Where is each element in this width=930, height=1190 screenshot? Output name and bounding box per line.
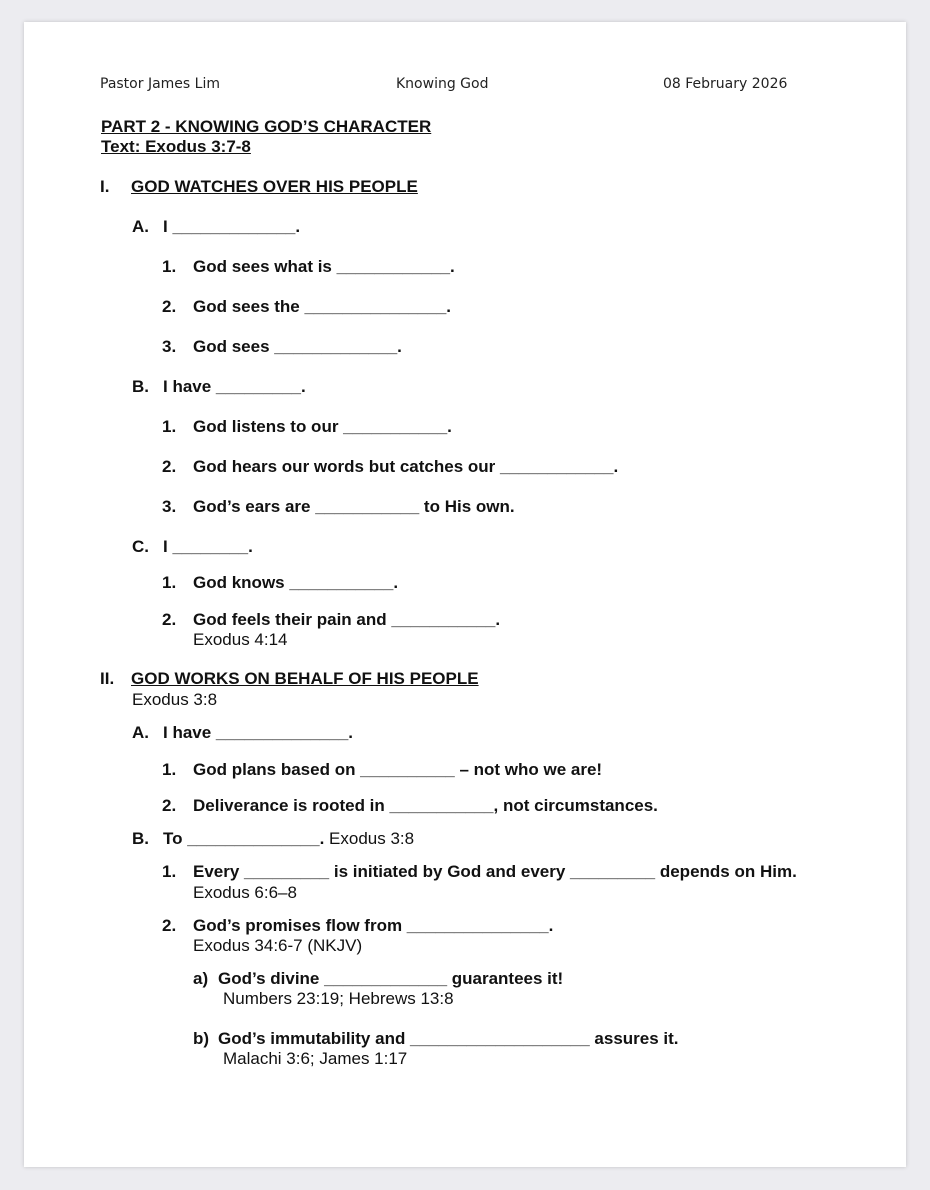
section-1-heading bbox=[100, 177, 418, 197]
outline-item bbox=[132, 217, 300, 237]
item-mark: 1. bbox=[162, 573, 177, 592]
scripture-reference: Exodus 34:6-7 (NKJV) bbox=[193, 936, 363, 955]
item-mark: 2. bbox=[162, 916, 177, 935]
item-mark: 1. bbox=[162, 257, 177, 276]
item-mark: B. bbox=[132, 829, 149, 848]
outline-item bbox=[132, 723, 353, 743]
item-mark: 1. bbox=[162, 417, 177, 436]
outline-item bbox=[162, 457, 618, 477]
section-2-number: II. bbox=[100, 669, 115, 688]
item-mark: 2. bbox=[162, 457, 177, 476]
scripture-reference: Exodus 3:8 bbox=[132, 690, 218, 709]
item-text: God’s immutability and ___________________ assures it. bbox=[218, 1029, 679, 1048]
item-mark: b) bbox=[193, 1029, 210, 1048]
item-mark: B. bbox=[132, 377, 149, 396]
item-mark: 3. bbox=[162, 497, 177, 516]
outline-item bbox=[162, 497, 515, 517]
item-text: God feels their pain and ___________. bbox=[193, 610, 501, 629]
item-text: Deliverance is rooted in ___________, not circumstances. bbox=[193, 796, 658, 815]
outline-item bbox=[162, 297, 451, 317]
scripture-reference: Exodus 4:14 bbox=[193, 630, 288, 649]
section-2-title: GOD WORKS ON BEHALF OF HIS PEOPLE bbox=[131, 669, 479, 688]
item-mark: 2. bbox=[162, 610, 177, 629]
item-text: I _____________. bbox=[163, 217, 301, 236]
item-text: To ______________. bbox=[163, 829, 325, 848]
item-mark: C. bbox=[132, 537, 149, 556]
text-reference: Text: Exodus 3:7-8 bbox=[101, 137, 251, 156]
item-mark: 1. bbox=[162, 760, 177, 779]
item-mark: 1. bbox=[162, 862, 177, 881]
part-title: PART 2 - KNOWING GOD’S CHARACTER bbox=[101, 117, 432, 136]
outline-item bbox=[162, 337, 402, 357]
scripture-reference: Exodus 6:6–8 bbox=[193, 883, 297, 902]
item-mark: 2. bbox=[162, 796, 177, 815]
item-text: God’s ears are ___________ to His own. bbox=[193, 497, 515, 516]
outline-item bbox=[132, 537, 253, 557]
outline-item bbox=[162, 257, 455, 277]
outline-item bbox=[132, 377, 306, 397]
item-mark: A. bbox=[132, 217, 149, 236]
outline-item bbox=[162, 417, 452, 437]
item-text: God’s divine _____________ guarantees it! bbox=[218, 969, 564, 988]
outline-item bbox=[132, 829, 414, 849]
item-text: God sees _____________. bbox=[193, 337, 402, 356]
item-text: God listens to our ___________. bbox=[193, 417, 452, 436]
outline-item bbox=[193, 1029, 679, 1049]
item-text: God knows ___________. bbox=[193, 573, 399, 592]
item-text: God hears our words but catches our ____________. bbox=[193, 457, 619, 476]
item-text: God’s promises flow from _______________. bbox=[193, 916, 554, 935]
header-series: Knowing God bbox=[396, 76, 489, 92]
outline-item bbox=[162, 862, 797, 882]
item-text: I have ______________. bbox=[163, 723, 354, 742]
outline-item bbox=[162, 610, 500, 630]
item-mark: a) bbox=[193, 969, 209, 988]
item-mark: 2. bbox=[162, 297, 177, 316]
item-text: God plans based on __________ – not who we are! bbox=[193, 760, 603, 779]
outline-item bbox=[162, 760, 602, 780]
section-2-heading bbox=[100, 669, 479, 689]
outline-item bbox=[162, 796, 658, 816]
scripture-reference: Malachi 3:6; James 1:17 bbox=[223, 1049, 408, 1068]
item-mark: A. bbox=[132, 723, 149, 742]
scripture-reference: Exodus 3:8 bbox=[324, 829, 415, 848]
item-text: I ________. bbox=[163, 537, 253, 556]
outline-item bbox=[193, 969, 563, 989]
section-1-title: GOD WATCHES OVER HIS PEOPLE bbox=[131, 177, 418, 196]
header-author: Pastor James Lim bbox=[100, 76, 220, 92]
outline-item bbox=[162, 916, 553, 936]
item-text: God sees the _______________. bbox=[193, 297, 452, 316]
scripture-reference: Numbers 23:19; Hebrews 13:8 bbox=[223, 989, 454, 1008]
item-text: I have _________. bbox=[163, 377, 306, 396]
outline-item bbox=[162, 573, 398, 593]
header-date: 08 February 2026 bbox=[663, 76, 788, 92]
item-mark: 3. bbox=[162, 337, 177, 356]
item-text: God sees what is ____________. bbox=[193, 257, 455, 276]
item-text: Every _________ is initiated by God and every _________ depends on Him. bbox=[193, 862, 797, 881]
section-1-number: I. bbox=[100, 177, 110, 196]
